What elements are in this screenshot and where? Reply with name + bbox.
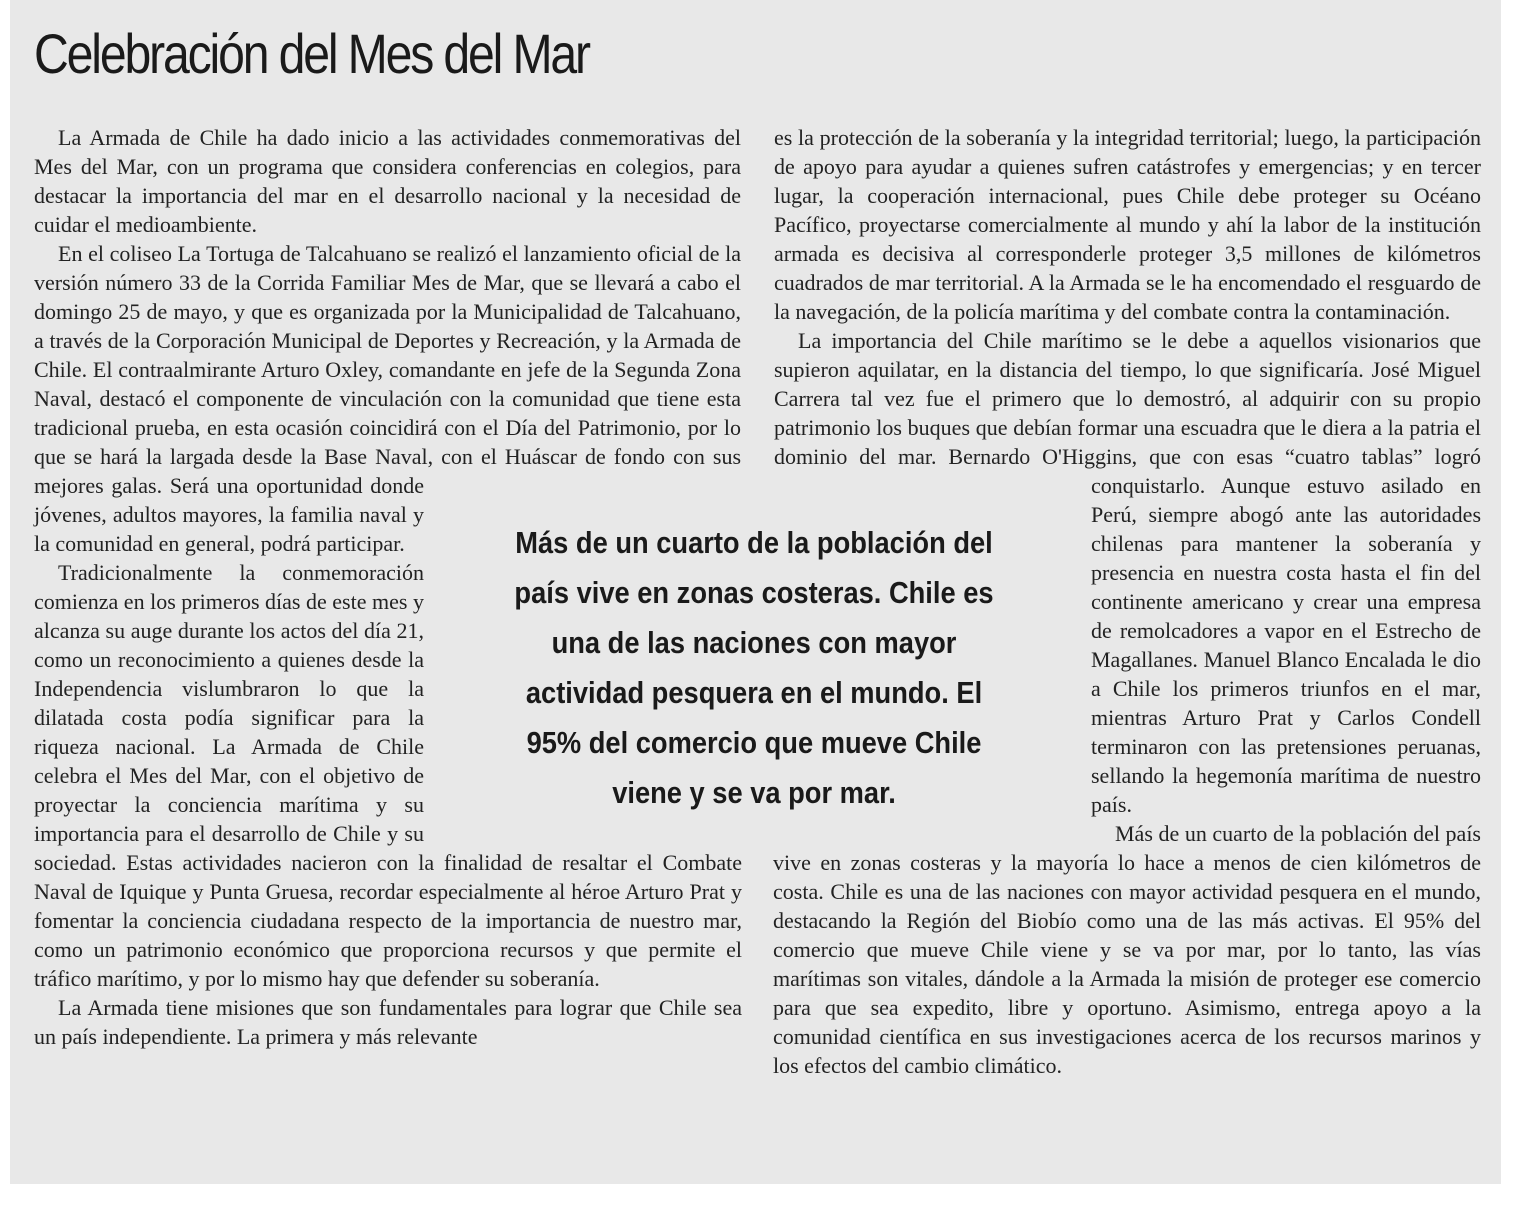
paragraph: Tradicionalmente la conmemoración comienza en los primeros días de este mes y alcanza su auge durante los actos del día 21, como un reconocimiento a quienes desde la Independencia vislumbraron lo que la dilatada costa podía significar para la riqueza nacional. La Armada de Chile celebra el Mes del Mar, con el objetivo de proyectar la conciencia marítima y su importancia para el desarrollo de Chile y su sociedad. Estas actividades nacieron con la finalidad de resaltar el Combate Naval de Iquique y Punta Gruesa, recordar especialmente al héroe Arturo Prat y fomentar la conciencia ciudadana respecto de la importancia de nuestro mar, como un patrimonio económico que proporciona recursos y que permite el tráfico marítimo, y por lo mismo hay que defender su soberanía.: [34, 560, 742, 991]
pull-quote: Más de un cuarto de la población del país vive en zonas costeras. Chile es una de las naciones con mayor actividad pesquera en el mundo. El 95% del comercio que mueve Chile viene y se va por mar.: [514, 525, 994, 810]
paragraph: es la protección de la soberanía y la integridad territorial; luego, la participación de apoyo para ayudar a quienes sufren catástrofes y emergencias; y en tercer lugar, la cooperación internacional, pues Chile debe proteger su Océano Pacífico, proyectarse comercialmente al mundo y ahí la labor de la institución armada es decisiva al corresponderle proteger 3,5 millones de kilómetros cuadrados de mar territorial. A la Armada se le ha encomendado el resguardo de la navegación, de la policía marítima y del combate contra la contaminación.: [774, 125, 1481, 324]
paragraph: En el coliseo La Tortuga de Talcahuano se realizó el lanzamiento oficial de la versión número 33 de la Corrida Familiar Mes de Mar, que se llevará a cabo el domingo 25 de mayo, y que es organizada por la Municipalidad de Talcahuano, a través de la Corporación Municipal de Deportes y Recreación, y la Armada de Chile. El contraalmirante Arturo Oxley, comandante en jefe de la Segunda Zona Naval, destacó el componente de vinculación con la comunidad que tiene esta tradicional prueba, en esta ocasión coincidirá con el Día del Patrimonio, por lo que se hará la largada desde la Base Naval, con el Huáscar de fondo con sus mejores galas. Será una oportunidad donde jóvenes, adultos mayores, la familia naval y la comunidad en general, podrá participar.: [34, 241, 741, 556]
paragraph: Más de un cuarto de la población del país vive en zonas costeras y la mayoría lo hace a menos de cien kilómetros de costa. Chile es una de las naciones con mayor actividad pesquera en el mundo, destacando la Región del Biobío como una de las más activas. El 95% del comercio que mueve Chile viene y se va por mar, por lo tanto, las vías marítimas son vitales, dándole a la Armada la misión de proteger ese comercio para que sea expedito, libre y oportuno. Asimismo, entrega apoyo a la comunidad científica en sus investigaciones acerca de los recursos marinos y los efectos del cambio climático.: [773, 821, 1481, 1078]
paragraph: La Armada de Chile ha dado inicio a las actividades conmemorativas del Mes del Mar, con un programa que considera conferencias en colegios, para destacar la importancia del mar en el desarrollo nacional y la necesidad de cuidar el medioambiente.: [34, 125, 741, 237]
paragraph: La importancia del Chile marítimo se le debe a aquellos visionarios que supieron aquilatar, en la distancia del tiempo, lo que significaría. José Miguel Carrera tal vez fue el primero que lo demostró, al adquirir con su propio patrimonio los buques que debían formar una escuadra que le diera a la patria el dominio del mar. Bernardo O'Higgins, que con esas “cuatro tablas” logró conquistarlo. Aunque estuvo asilado en Perú, siempre abogó ante las autoridades chilenas para mantener la soberanía y presencia en nuestra costa hasta el fin del continente americano y crear una empresa de remolcadores a vapor en el Estrecho de Magallanes. Manuel Blanco Encalada le dio a Chile los primeros triunfos en el mar, mientras Arturo Prat y Carlos Condell terminaron con las pretensiones peruanas, sellando la hegemonía marítima de nuestro país.: [774, 328, 1481, 817]
article-headline: Celebración del Mes del Mar: [34, 22, 589, 85]
paragraph: La Armada tiene misiones que son fundamentales para lograr que Chile sea un país independiente. La primera y más relevante: [34, 995, 742, 1049]
newspaper-page: [10, 0, 1501, 1184]
